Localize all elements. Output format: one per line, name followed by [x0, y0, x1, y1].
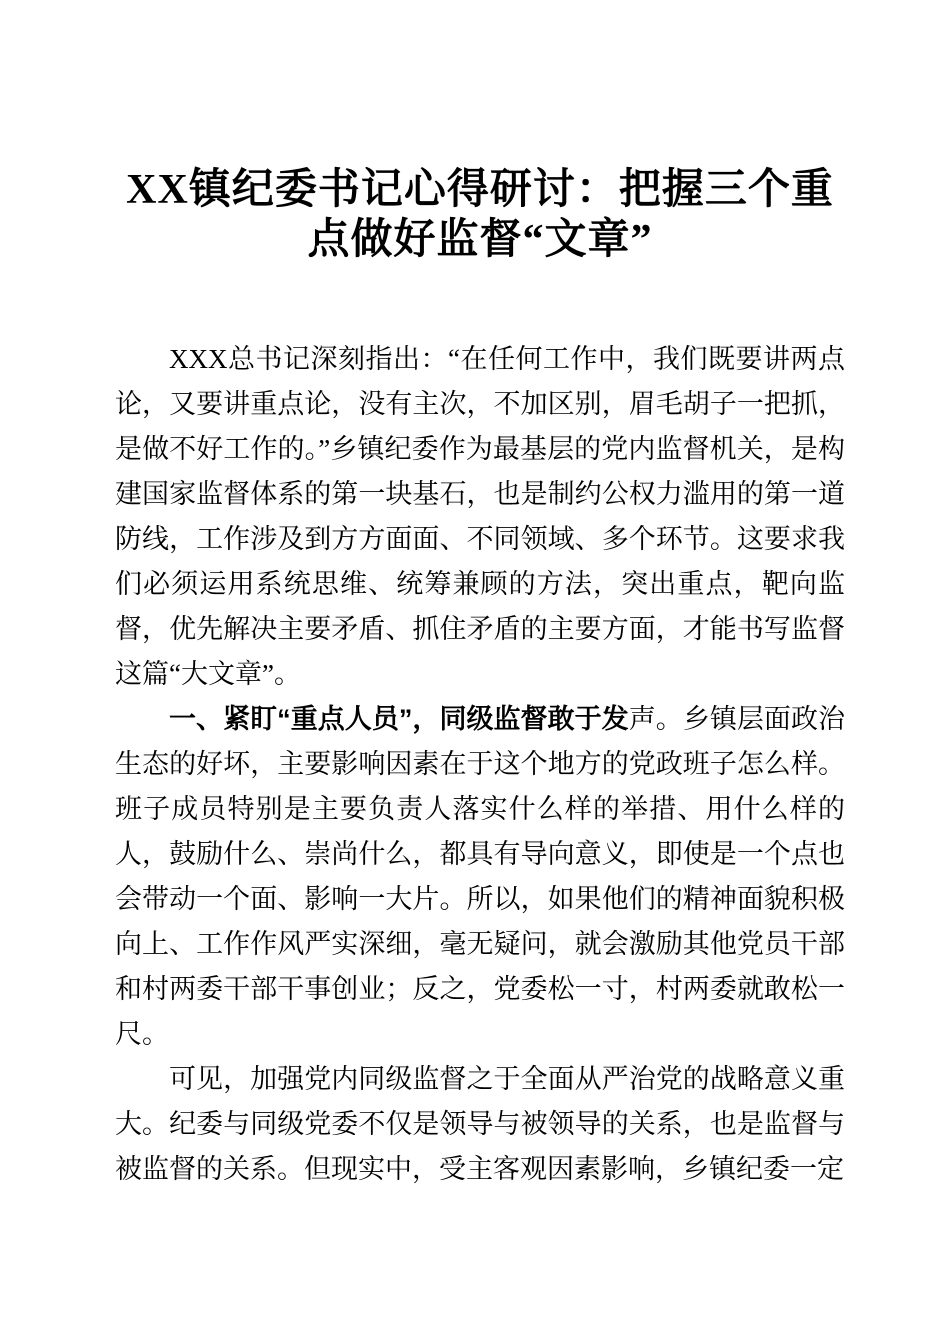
- text-run: 声。乡镇层面政治生态的好坏，主要影响因素在于这个地方的党政班子怎么样。班子成员特别是主要负责人落实什么样的举措、用什么样的人，鼓励什么、崇尚什么，都具有导向意义，即使是一个点也会带动一个面、影响一大片。所以，如果他们的精神面貌积极向上、工作作风严实深细，毫无疑问，就会激励其他党员干部和村两委干部干事创业；反之，党委松一寸，村两委就敢松一尺。: [115, 704, 846, 1049]
- paragraph-intro: [115, 337, 845, 697]
- document-title: [115, 165, 845, 265]
- title-line-1: XX镇纪委书记心得研讨：把握三个重: [126, 167, 834, 213]
- section-heading-run: 一、紧盯“重点人员”，同级监督敢于发: [169, 704, 629, 734]
- paragraph-section-one: [115, 697, 845, 1057]
- text-run: XXX总书记深刻指出：“在任何工作中，我们既要讲两点论，又要讲重点论，没有主次，不加区别，眉毛胡子一把抓，是做不好工作的。”乡镇纪委作为最基层的党内监督机关，是构建国家监督体系的第一块基石，也是制约公权力滥用的第一道防线，工作涉及到方方面面、不同领域、多个环节。这要求我们必须运用系统思维、统筹兼顾的方法，突出重点，靶向监督，优先解决主要矛盾、抓住矛盾的主要方面，才能书写监督这篇“大文章”。: [115, 344, 845, 689]
- paragraph-conclusion: [115, 1057, 845, 1192]
- title-line-2: 点做好监督“文章”: [307, 217, 653, 263]
- text-run: 可见，加强党内同级监督之于全面从严治党的战略意义重大。纪委与同级党委不仅是领导与被领导的关系，也是监督与被监督的关系。但现实中，受主客观因素影响，乡镇纪委一定: [115, 1064, 845, 1184]
